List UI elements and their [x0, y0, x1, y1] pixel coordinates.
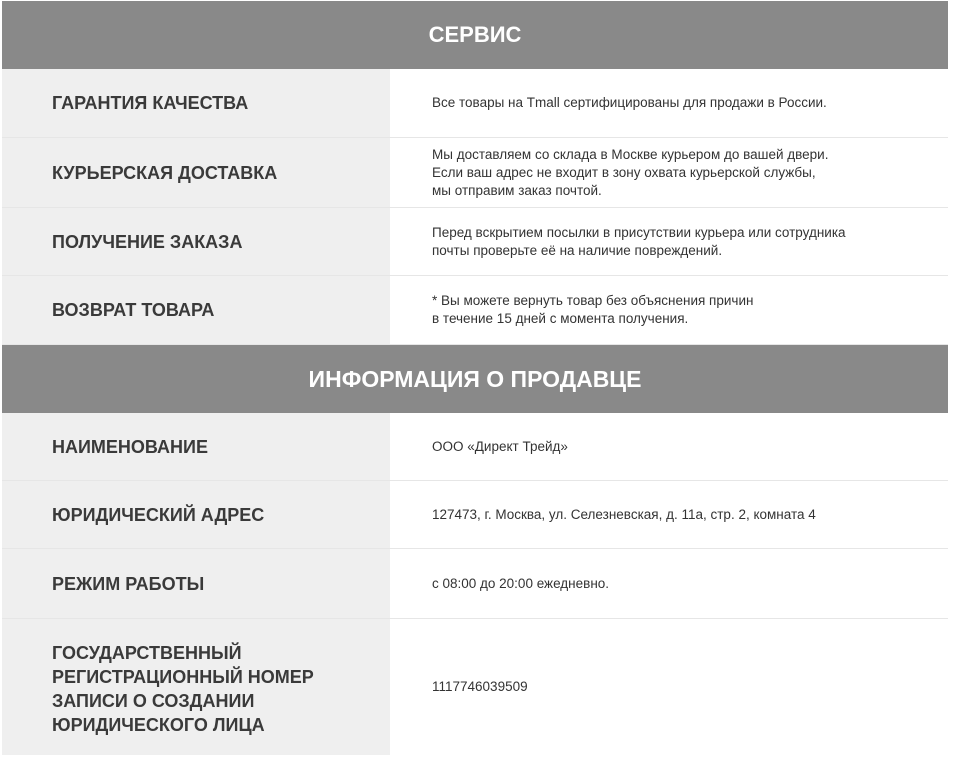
value-line: ООО «Директ Трейд»	[432, 438, 568, 454]
row-label: ЮРИДИЧЕСКИЙ АДРЕС	[2, 481, 390, 548]
service-row-return	[2, 276, 948, 345]
row-label: ПОЛУЧЕНИЕ ЗАКАЗА	[2, 208, 390, 275]
row-value	[390, 276, 948, 344]
seller-row-name	[2, 413, 948, 481]
label-line: РЕГИСТРАЦИОННЫЙ НОМЕР	[52, 667, 314, 687]
row-value	[390, 138, 948, 207]
row-value	[390, 208, 948, 275]
row-label: ГАРАНТИЯ КАЧЕСТВА	[2, 69, 390, 137]
row-label: ВОЗВРАТ ТОВАРА	[2, 276, 390, 344]
label-line: ЗАПИСИ О СОЗДАНИИ	[52, 691, 255, 711]
value-line: * Вы можете вернуть товар без объяснения причин	[432, 293, 754, 308]
row-value	[390, 549, 948, 618]
value-line: в течение 15 дней с момента получения.	[432, 311, 689, 326]
value-line: с 08:00 до 20:00 ежедневно.	[432, 575, 610, 591]
info-page	[2, 0, 948, 755]
row-value	[390, 413, 948, 480]
service-row-receive	[2, 208, 948, 276]
row-label: РЕЖИМ РАБОТЫ	[2, 549, 390, 618]
value-line: 1117746039509	[432, 679, 528, 694]
label-line: ЮРИДИЧЕСКОГО ЛИЦА	[52, 715, 265, 735]
seller-section-title: ИНФОРМАЦИЯ О ПРОДАВЦЕ	[2, 345, 948, 413]
value-line: Все товары на Tmall сертифицированы для продажи в России.	[432, 95, 827, 110]
seller-row-address	[2, 481, 948, 549]
value-line: 127473, г. Москва, ул. Селезневская, д. 11а, стр. 2, комната 4	[432, 506, 816, 522]
seller-row-hours	[2, 549, 948, 619]
value-line: почты проверьте её на наличие повреждений.	[432, 242, 723, 258]
row-value	[390, 69, 948, 137]
value-line: Если ваш адрес не входит в зону охвата курьерской службы,	[432, 164, 816, 180]
row-value	[390, 481, 948, 548]
row-label	[2, 619, 390, 755]
value-line: мы отправим заказ почтой.	[432, 182, 602, 198]
row-label: КУРЬЕРСКАЯ ДОСТАВКА	[2, 138, 390, 207]
seller-row-ogrn	[2, 619, 948, 755]
value-line: Мы доставляем со склада в Москве курьером до вашей двери.	[432, 146, 829, 162]
service-row-quality	[2, 69, 948, 138]
label-line: ГОСУДАРСТВЕННЫЙ	[52, 643, 242, 663]
row-value	[390, 619, 948, 755]
value-line: Перед вскрытием посылки в присутствии курьера или сотрудника	[432, 224, 846, 240]
service-section-title: СЕРВИС	[2, 1, 948, 69]
row-label: НАИМЕНОВАНИЕ	[2, 413, 390, 480]
service-row-courier	[2, 138, 948, 208]
